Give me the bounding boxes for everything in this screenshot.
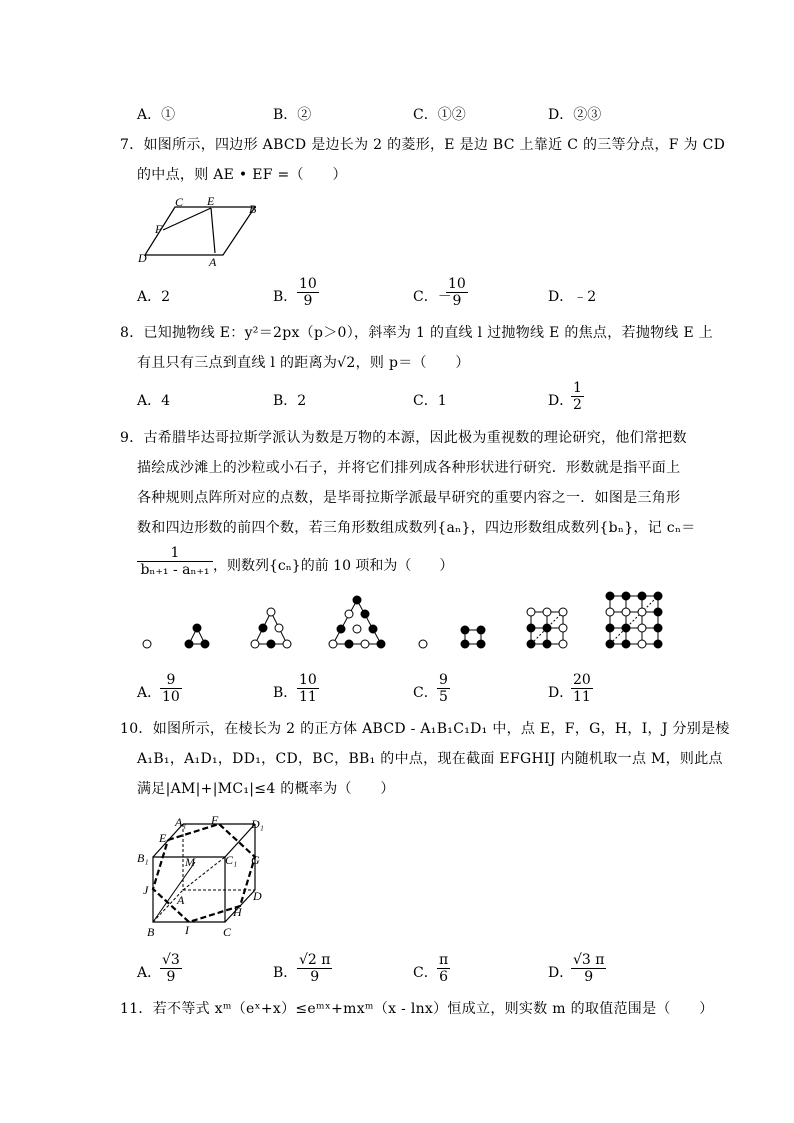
q8-option-a: A．4 <box>137 393 171 409</box>
q10-d-denominator: 9 <box>584 969 594 985</box>
q9-b-denominator: 11 <box>299 689 317 705</box>
label-a: A <box>209 255 217 269</box>
q7-b-numerator: 10 <box>299 276 317 292</box>
q10-a-numerator: √3 <box>162 952 180 968</box>
q7-rhombus-figure <box>135 195 265 270</box>
q10-option-a-prefix: A． <box>137 965 162 981</box>
q8-text-line2: 有且只有三点到直线 l 的距离为√2，则 p＝（ ） <box>137 355 470 371</box>
q8-option-b: B．2 <box>273 393 307 409</box>
segment-ef <box>163 208 211 230</box>
q8-text-line1: 8．已知抛物线 E：y²＝2px（p＞0），斜率为 1 的直线 l 过抛物线 E 的焦点，若抛物线 E 上 <box>120 325 714 341</box>
q6-option-d: D．②③ <box>548 107 602 123</box>
label-a: A <box>177 893 185 907</box>
q10-b-numerator: √2 π <box>299 952 331 968</box>
label-f: F <box>211 813 219 827</box>
q9-a-numerator: 9 <box>160 672 182 689</box>
q9-frac-denominator: bₙ₊₁ - aₙ₊₁ <box>140 562 210 578</box>
label-c: C <box>175 195 184 209</box>
q9-option-a-fraction <box>160 672 182 705</box>
q9-text-line2: 描绘成沙滩上的沙粒或小石子，并将它们排列成各种形状进行研究．形数就是指平面上 <box>137 460 681 476</box>
label-e: E <box>207 195 215 208</box>
q9-option-c-prefix: C． <box>413 685 438 701</box>
q11-text-line1: 11．若不等式 xᵐ（eˣ+x）≤eᵐˣ+mxᵐ（x - lnx）恒成立，则实数 m 的取值范围是（ ） <box>120 1001 714 1017</box>
q6-option-c: C．①② <box>413 107 466 123</box>
label-i: I <box>185 923 189 937</box>
q10-option-b-prefix: B． <box>273 965 298 981</box>
q9-option-b-prefix: B． <box>273 685 298 701</box>
q9-text-line5: ，则数列{cₙ}的前 10 项和为（ ） <box>213 558 454 574</box>
q7-c-denominator: 9 <box>452 293 462 309</box>
q9-cn-fraction <box>137 545 213 578</box>
q6-option-b: B．② <box>273 107 312 123</box>
q7-c-numerator: 10 <box>448 276 466 292</box>
q10-c-numerator: π <box>439 952 449 968</box>
q7-option-c-prefix: C．－ <box>413 289 452 305</box>
label-g: G <box>251 853 260 867</box>
q7-option-d: D．﹣2 <box>548 289 597 305</box>
q7-b-denominator: 9 <box>303 293 313 309</box>
q9-figurate-numbers-figure <box>135 590 675 658</box>
q9-d-denominator: 11 <box>573 689 591 705</box>
q10-a-denominator: 9 <box>166 969 176 985</box>
q10-c-denominator: 6 <box>439 969 449 985</box>
dot <box>143 640 151 648</box>
label-a1: A₁ <box>175 815 187 829</box>
q9-frac-numerator: 1 <box>137 545 213 562</box>
q7-text-line1: 7．如图所示，四边形 ABCD 是边长为 2 的菱形，E 是边 BC 上靠近 C 的三等分点，F 为 CD <box>120 137 726 153</box>
q9-option-a-prefix: A． <box>137 685 162 701</box>
q10-d-numerator: √3 π <box>573 952 605 968</box>
q9-c-denominator: 5 <box>439 689 448 705</box>
label-d1: D₁ <box>251 817 264 831</box>
q9-text-line1: 9．古希腊毕达哥拉斯学派认为数是万物的本源，因此极为重视数的理论研究，他们常把数 <box>120 430 687 446</box>
q7-option-c-fraction <box>446 276 468 309</box>
q8-d-denominator: 2 <box>573 397 582 413</box>
q9-b-numerator: 10 <box>299 672 317 688</box>
q9-text-line4: 数和四边形数的前四个数，若三角形数组成数列{aₙ}，四边形数组成数列{bₙ}，记 cₙ＝ <box>137 520 696 536</box>
label-j: J <box>143 883 149 897</box>
q9-c-numerator: 9 <box>439 672 448 688</box>
q7-option-a: A．2 <box>137 289 171 305</box>
q10-text-line3: 满足|AM|+|MC₁|≤4 的概率为（ ） <box>137 781 395 797</box>
label-e: E <box>159 831 167 845</box>
label-f: F <box>155 222 163 236</box>
q8-option-c: C．1 <box>413 393 447 409</box>
label-h: H <box>233 905 242 919</box>
label-c1: C₁ <box>225 853 238 867</box>
q7-option-b-fraction <box>297 276 319 309</box>
q9-text-line3: 各种规则点阵所对应的点数，是毕哥拉斯学派最早研究的重要内容之一．如图是三角形 <box>137 490 681 506</box>
q8-option-d-prefix: D． <box>548 393 574 409</box>
label-d: D <box>138 251 147 265</box>
q10-option-c-prefix: C． <box>413 965 438 981</box>
q8-d-numerator: 1 <box>573 380 582 396</box>
label-b: B <box>249 202 257 216</box>
q10-cube-figure <box>135 812 275 942</box>
q10-text-line2: A₁B₁，A₁D₁，DD₁，CD，BC，BB₁ 的中点，现在截面 EFGHIJ 内随机取一点 M，则此点 <box>137 751 723 767</box>
q10-option-c-fraction <box>437 952 450 985</box>
q7-text-line2: 的中点，则 AE • EF =（ ） <box>137 167 347 183</box>
label-m: M <box>185 855 195 869</box>
q10-option-a-fraction <box>160 952 182 985</box>
q8-option-d-fraction <box>571 380 584 413</box>
q10-option-d-fraction <box>571 952 606 985</box>
q9-option-b-fraction <box>297 672 319 705</box>
label-b: B <box>147 925 155 939</box>
q9-option-d-prefix: D． <box>548 685 574 701</box>
q9-option-c-fraction <box>437 672 450 705</box>
label-c: C <box>223 925 232 939</box>
q9-option-d-fraction <box>571 672 593 705</box>
q10-option-d-prefix: D． <box>548 965 574 981</box>
q9-a-denominator: 10 <box>162 689 180 705</box>
label-b1: B₁ <box>137 851 149 865</box>
q10-text-line1: 10．如图所示，在棱长为 2 的正方体 ABCD - A₁B₁C₁D₁ 中，点 E，F，G，H，I，J 分别是棱 <box>120 721 730 737</box>
q10-option-b-fraction <box>297 952 332 985</box>
q9-d-numerator: 20 <box>573 672 591 688</box>
q10-b-denominator: 9 <box>310 969 320 985</box>
q7-option-b-prefix: B． <box>273 289 298 305</box>
q6-option-a: A．① <box>137 107 176 123</box>
label-d: D <box>253 889 262 903</box>
segment-ae <box>211 208 215 253</box>
